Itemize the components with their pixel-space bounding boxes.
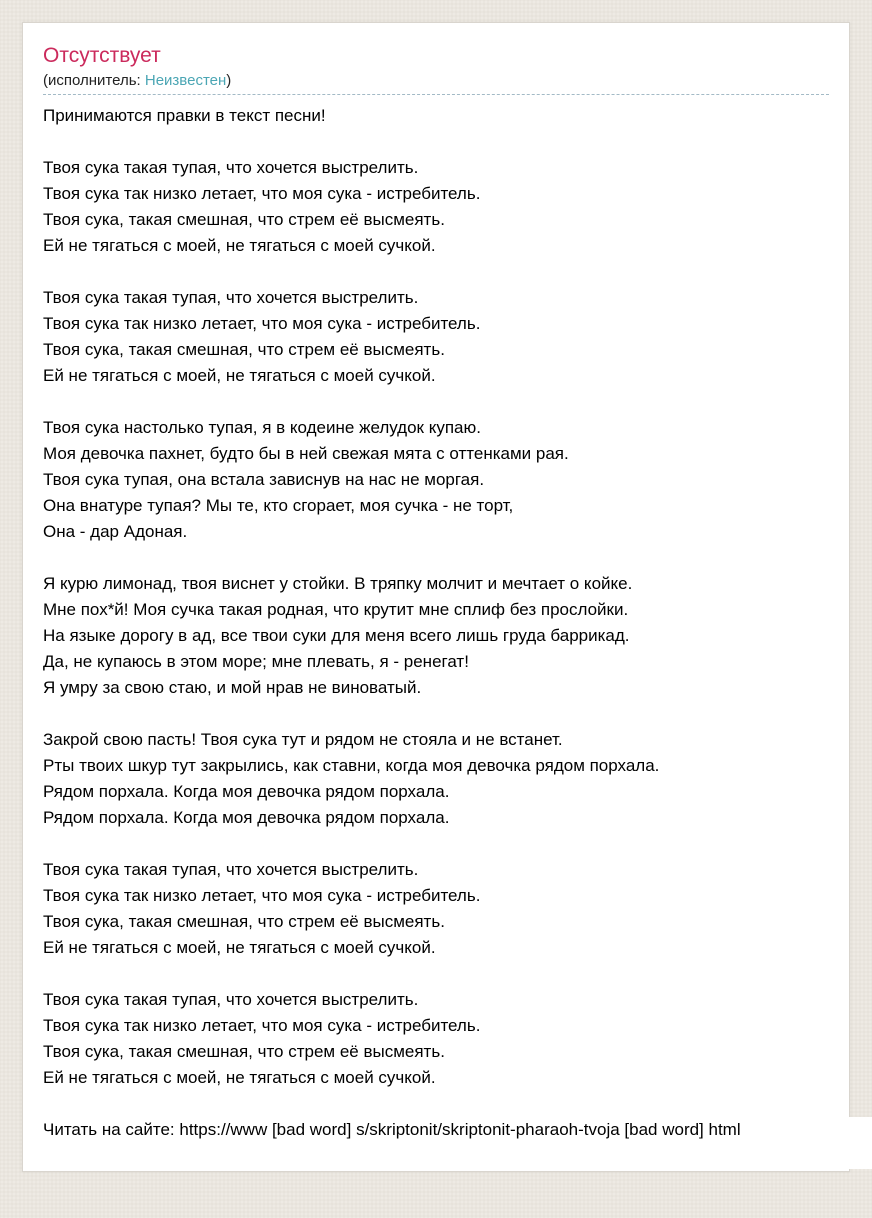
verse-chorus-2: Твоя сука такая тупая, что хочется выстрелить. Твоя сука так низко летает, что моя сука - истребитель. Твоя сука, такая смешная, что стрем её высмеять. Ей не тягаться с моей, не тягаться с моей сучкой. [43, 288, 481, 385]
verse-chorus-1: Твоя сука такая тупая, что хочется выстрелить. Твоя сука так низко летает, что моя сука - истребитель. Твоя сука, такая смешная, что стрем её высмеять. Ей не тягаться с моей, не тягаться с моей сучкой. [43, 158, 481, 255]
lyrics-card [22, 22, 850, 1172]
artist-suffix: ) [226, 72, 232, 89]
artist-line [43, 71, 829, 90]
verse-chorus-4: Твоя сука такая тупая, что хочется выстрелить. Твоя сука так низко летает, что моя сука - истребитель. Твоя сука, такая смешная, что стрем её высмеять. Ей не тягаться с моей, не тягаться с моей сучкой. [43, 990, 481, 1087]
song-title-link[interactable]: Отсутствует [43, 44, 161, 67]
source-url-line: Читать на сайте: https://www [bad word] s/skriptonit/skriptonit-pharaoh-tvoja [bad word] html [43, 1117, 872, 1169]
song-header [43, 43, 829, 95]
edit-notice-line: Принимаются правки в текст песни! [43, 106, 326, 125]
verse-5: Закрой свою пасть! Твоя сука тут и рядом не стояла и не встанет. Рты твоих шкур тут закрылись, как ставни, когда моя девочка рядом порхала. Рядом порхала. Когда моя девочка рядом порхала. Рядом порхала. Когда моя девочка рядом порхала. [43, 730, 660, 827]
verse-chorus-3: Твоя сука такая тупая, что хочется выстрелить. Твоя сука так низко летает, что моя сука - истребитель. Твоя сука, такая смешная, что стрем её высмеять. Ей не тягаться с моей, не тягаться с моей сучкой. [43, 860, 481, 957]
verse-4: Я курю лимонад, твоя виснет у стойки. В тряпку молчит и мечтает о койке. Мне пох*й! Моя сучка такая родная, что крутит мне сплиф без прослойки. На языке дорогу в ад, все твои суки для меня всего лишь груда баррикад. Да, не купаюсь в этом море; мне плевать, я - ренегат! Я умру за свою стаю, и мой нрав не виноватый. [43, 574, 633, 697]
artist-prefix: (исполнитель: [43, 72, 145, 89]
verse-3: Твоя сука настолько тупая, я в кодеине желудок купаю. Моя девочка пахнет, будто бы в ней свежая мята с оттенками рая. Твоя сука тупая, она встала зависнув на нас не моргая. Она внатуре тупая? Мы те, кто сгорает, моя сучка - не торт, Она - дар Адоная. [43, 418, 569, 541]
artist-link[interactable]: Неизвестен [144, 72, 227, 89]
lyrics-body [43, 103, 829, 1169]
